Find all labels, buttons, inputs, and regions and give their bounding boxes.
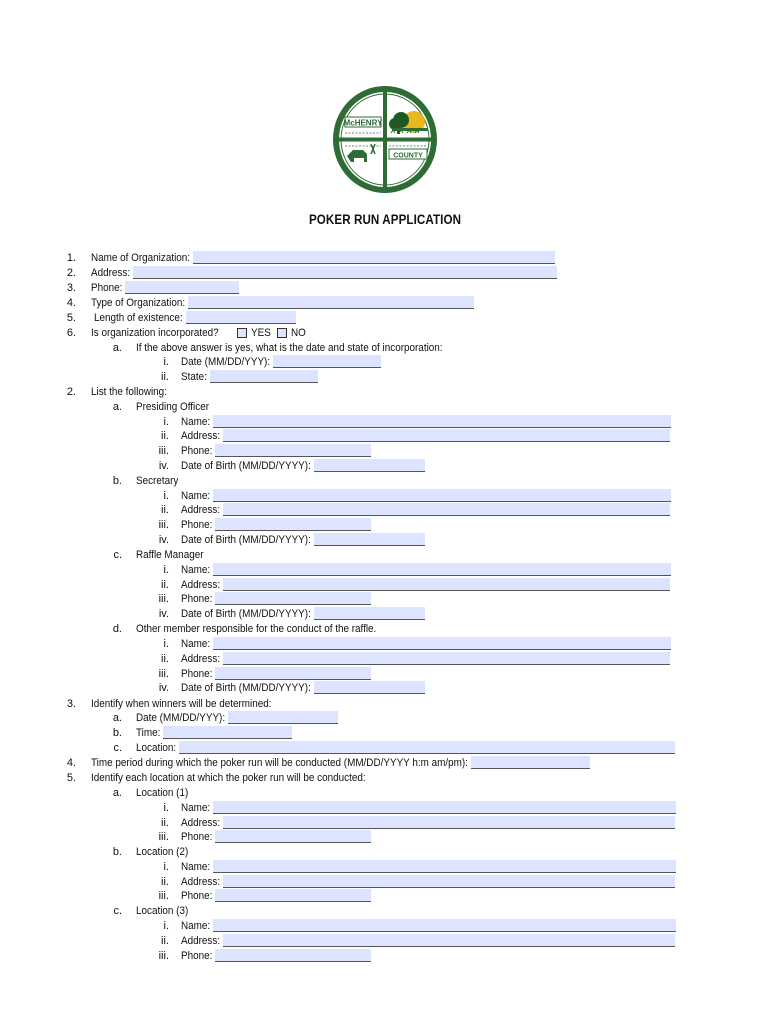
item-number: b. (112, 475, 122, 487)
input-field[interactable] (314, 459, 425, 472)
item-number: iv. (158, 460, 169, 472)
item-number: 2. (66, 386, 76, 398)
input-field[interactable] (223, 816, 675, 829)
item-label: Presiding Officer (136, 401, 209, 413)
input-field[interactable] (163, 726, 292, 739)
item-number: 1. (66, 252, 76, 264)
item-label: Identify when winners will be determined: (91, 698, 272, 710)
item-label: Location (2) (136, 846, 189, 858)
item-number: a. (112, 401, 122, 413)
item-label: Address: (181, 876, 221, 888)
input-field[interactable] (314, 533, 425, 546)
item-number: ii. (161, 817, 169, 829)
input-field[interactable] (213, 415, 671, 428)
input-field[interactable] (213, 637, 671, 650)
item-label: Identify each location at which the poker run will be conducted: (91, 772, 366, 784)
input-field[interactable] (213, 860, 676, 873)
item-number: a. (112, 787, 122, 799)
item-label: Phone: (181, 593, 213, 605)
item-label: Is organization incorporated? (91, 327, 219, 339)
item-number: a. (112, 342, 122, 354)
item-number: iv. (158, 608, 169, 620)
item-label: Date of Birth (MM/DD/YYYY): (181, 682, 311, 694)
item-number: i. (163, 861, 169, 873)
input-field[interactable] (215, 949, 371, 962)
item-label: Phone: (181, 831, 213, 843)
item-label: Location: (136, 742, 177, 754)
item-label: Name: (181, 490, 211, 502)
item-label: Name: (181, 861, 211, 873)
item-number: ii. (161, 579, 169, 591)
item-number: 6. (66, 327, 76, 339)
input-field[interactable] (193, 251, 555, 264)
item-number: iii. (158, 890, 169, 902)
item-label: Other member responsible for the conduct of the raffle. (136, 623, 377, 635)
item-label: If the above answer is yes, what is the date and state of incorporation: (136, 342, 443, 354)
input-field[interactable] (213, 489, 671, 502)
item-label: Phone: (181, 668, 213, 680)
input-field[interactable] (186, 311, 296, 324)
input-field[interactable] (223, 652, 670, 665)
item-label: Name: (181, 802, 211, 814)
item-label: Location (3) (136, 905, 189, 917)
input-field[interactable] (314, 681, 425, 694)
item-label: Phone: (181, 445, 213, 457)
item-number: i. (163, 920, 169, 932)
item-label: Address: (181, 817, 221, 829)
input-field[interactable] (273, 355, 381, 368)
checkbox-label: NO (290, 327, 306, 339)
item-number: iii. (158, 831, 169, 843)
item-label: Time: (136, 727, 161, 739)
item-label: List the following: (91, 386, 167, 398)
item-label: Name: (181, 564, 211, 576)
item-number: i. (163, 356, 169, 368)
item-label: Location (1) (136, 787, 189, 799)
item-label: Address: (181, 579, 221, 591)
input-field[interactable] (188, 296, 474, 309)
checkbox-yes[interactable] (237, 328, 247, 338)
item-label: Phone: (91, 282, 123, 294)
checkbox-no[interactable] (277, 328, 287, 338)
item-number: ii. (161, 504, 169, 516)
item-label: Address: (181, 653, 221, 665)
item-number: iii. (158, 950, 169, 962)
item-number: iii. (158, 593, 169, 605)
input-field[interactable] (314, 607, 425, 620)
item-number: 5. (66, 312, 76, 324)
item-label: Address: (181, 504, 221, 516)
item-label: Phone: (181, 950, 213, 962)
item-label: Address: (181, 935, 221, 947)
item-number: i. (163, 564, 169, 576)
input-field[interactable] (223, 503, 670, 516)
input-field[interactable] (213, 563, 671, 576)
input-field[interactable] (223, 578, 670, 591)
input-field[interactable] (215, 518, 371, 531)
input-field[interactable] (223, 875, 675, 888)
item-number: 4. (66, 757, 76, 769)
input-field[interactable] (215, 889, 371, 902)
input-field[interactable] (228, 711, 338, 724)
item-number: c. (113, 905, 122, 917)
logo-top-text: McHENRY (343, 118, 383, 128)
item-number: 5. (66, 772, 76, 784)
mchenry-county-seal (331, 84, 439, 195)
input-field[interactable] (223, 429, 670, 442)
item-label: Address: (181, 430, 221, 442)
item-number: i. (163, 490, 169, 502)
input-field[interactable] (213, 801, 676, 814)
input-field[interactable] (215, 667, 371, 680)
item-number: i. (163, 416, 169, 428)
item-label: Date (MM/DD/YYY): (136, 712, 226, 724)
checkbox-label: YES (250, 327, 271, 339)
item-label: State: (181, 371, 207, 383)
item-number: iii. (158, 519, 169, 531)
item-number: iv. (158, 682, 169, 694)
item-label: Date (MM/DD/YYY): (181, 356, 271, 368)
item-label: Name: (181, 416, 211, 428)
item-number: 4. (66, 297, 76, 309)
logo-bottom-text: COUNTY (393, 152, 423, 160)
item-number: a. (112, 712, 122, 724)
page-title: POKER RUN APPLICATION (308, 212, 462, 227)
item-number: b. (112, 846, 122, 858)
input-field[interactable] (213, 919, 676, 932)
input-field[interactable] (471, 756, 590, 769)
item-label: Name: (181, 638, 211, 650)
input-field[interactable] (210, 370, 318, 383)
item-number: ii. (161, 653, 169, 665)
input-field[interactable] (179, 741, 675, 754)
input-field[interactable] (215, 592, 371, 605)
item-label: Phone: (181, 519, 213, 531)
item-number: ii. (161, 371, 169, 383)
input-field[interactable] (223, 934, 675, 947)
item-number: ii. (161, 876, 169, 888)
input-field[interactable] (133, 266, 557, 279)
input-field[interactable] (215, 830, 371, 843)
input-field[interactable] (215, 444, 371, 457)
item-label: Date of Birth (MM/DD/YYYY): (181, 608, 311, 620)
item-number: i. (163, 802, 169, 814)
item-number: iv. (158, 534, 169, 546)
item-label: Raffle Manager (136, 549, 204, 561)
item-number: ii. (161, 935, 169, 947)
item-label: Date of Birth (MM/DD/YYYY): (181, 534, 311, 546)
item-label: Time period during which the poker run will be conducted (MM/DD/YYYY h:m am/pm): (91, 757, 468, 769)
item-number: c. (113, 742, 122, 754)
item-number: d. (112, 623, 122, 635)
item-label: Phone: (181, 890, 213, 902)
item-number: b. (112, 727, 122, 739)
input-field[interactable] (125, 281, 239, 294)
item-number: 3. (66, 282, 76, 294)
item-label: Secretary (136, 475, 179, 487)
item-label: Name: (181, 920, 211, 932)
item-number: 2. (66, 267, 76, 279)
item-number: ii. (161, 430, 169, 442)
item-label: Date of Birth (MM/DD/YYYY): (181, 460, 311, 472)
item-label: Address: (91, 267, 131, 279)
item-number: iii. (158, 668, 169, 680)
item-number: 3. (66, 698, 76, 710)
item-number: c. (113, 549, 122, 561)
item-label: Name of Organization: (91, 252, 191, 264)
item-label: Length of existence: (94, 312, 183, 324)
item-label: Type of Organization: (91, 297, 186, 309)
item-number: iii. (158, 445, 169, 457)
item-number: i. (163, 638, 169, 650)
